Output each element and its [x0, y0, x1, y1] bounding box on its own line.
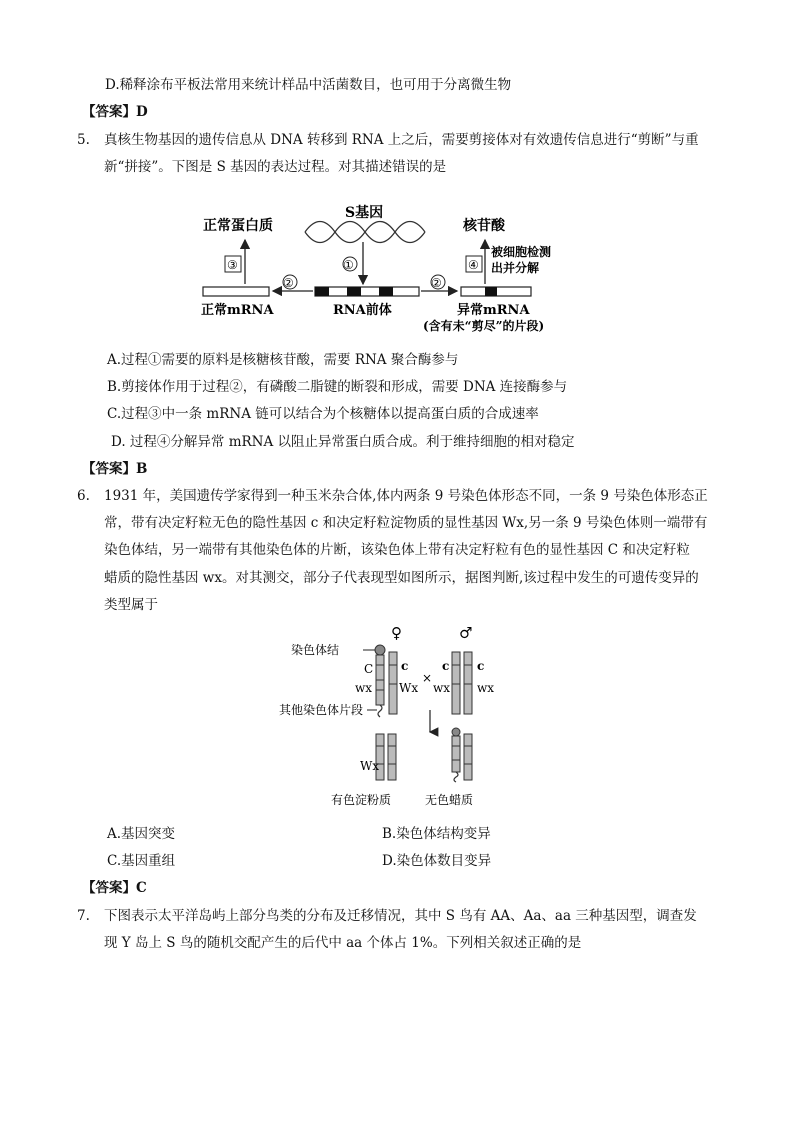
question-number: 6. — [77, 488, 90, 504]
rna-precursor-label: RNA前体 — [333, 303, 392, 318]
abnormal-mrna-bar — [461, 287, 531, 296]
answer-prev: 【答案】D — [82, 104, 148, 120]
chromosome-cross-diagram — [275, 622, 515, 812]
question-stem: 下图表示太平洋岛屿上部分鸟类的分布及迁移情况，其中 S 鸟有 AA、Aa、aa 三种基因型，调查发 — [104, 908, 697, 924]
question-stem: 现 Y 岛上 S 鸟的随机交配产生的后代中 aa 个体占 1%。下列相关叙述正确的是 — [104, 935, 582, 951]
step-3: ③ — [227, 258, 238, 272]
question-stem: 真核生物基因的遗传信息从 DNA 转移到 RNA 上之后，需要剪接体对有效遗传信息进行“剪断”与重 — [104, 132, 699, 148]
cross-symbol: × — [422, 671, 433, 685]
gene-Wx-offspring: Wx — [360, 759, 380, 773]
answer: 【答案】B — [82, 461, 148, 477]
s-gene-diagram — [195, 200, 595, 335]
offspring-colored-starch — [376, 734, 396, 780]
colored-starch-label: 有色淀粉质 — [331, 793, 392, 807]
detect-label-1: 被细胞检测 — [491, 245, 552, 259]
abnormal-mrna-note: (含有未“剪尽”的片段) — [423, 319, 545, 333]
option-d: D.染色体数目变异 — [382, 853, 492, 869]
normal-protein-label: 正常蛋白质 — [203, 218, 273, 234]
question-stem: 类型属于 — [104, 597, 158, 613]
offspring-colorless-wax — [452, 728, 472, 782]
normal-mrna-label: 正常mRNA — [201, 303, 274, 318]
gene-c-male-left: c — [442, 659, 450, 673]
colorless-wax-label: 无色蜡质 — [425, 793, 474, 807]
abnormal-mrna-label: 异常mRNA — [457, 303, 530, 318]
option-a: A.基因突变 — [107, 826, 176, 842]
gene-wx-male-left: wx — [433, 681, 451, 695]
question-stem: 染色体结，另一端带有其他染色体的片断，该染色体上带有决定籽粒有色的显性基因 C 和决定籽粒 — [104, 542, 690, 558]
s-gene-label: S基因 — [345, 205, 384, 221]
question-number: 5. — [77, 132, 90, 148]
gene-wx-male-right: wx — [477, 681, 495, 695]
question-stem: 新“拼接”。下图是 S 基因的表达过程。对其描述错误的是 — [104, 159, 447, 175]
option-b: B.剪接体作用于过程②，有磷酸二脂键的断裂和形成，需要 DNA 连接酶参与 — [107, 379, 568, 395]
answer: 【答案】C — [82, 880, 147, 896]
female-symbol: ♀ — [391, 624, 402, 642]
detect-label-2: 出并分解 — [491, 261, 540, 275]
female-chromosome-knob — [375, 645, 385, 717]
step-1: ① — [343, 258, 354, 272]
normal-mrna-bar — [203, 287, 269, 296]
option-d: D. 过程④分解异常 mRNA 以阻止异常蛋白质合成。利于维持细胞的相对稳定 — [111, 434, 575, 450]
gene-wx: wx — [355, 681, 373, 695]
question-stem: 常，带有决定籽粒无色的隐性基因 c 和决定籽粒淀物质的显性基因 Wx,另一条 9 号染色体则一端带有 — [104, 515, 708, 531]
step-2-right: ② — [431, 276, 442, 290]
gene-c: c — [401, 659, 409, 673]
gene-c-male-right: c — [477, 659, 485, 673]
female-chromosome-normal — [389, 652, 397, 714]
option-d-prev: D.稀释涂布平板法常用来统计样品中活菌数目，也可用于分离微生物 — [105, 77, 512, 93]
option-c: C.基因重组 — [107, 853, 176, 869]
male-symbol: ♂ — [459, 624, 473, 642]
gene-C: C — [364, 662, 374, 676]
option-b: B.染色体结构变异 — [382, 826, 491, 842]
male-chromosomes — [452, 652, 472, 714]
step-4: ④ — [468, 258, 479, 272]
option-c: C.过程③中一条 mRNA 链可以结合为个核糖体以提高蛋白质的合成速率 — [107, 406, 539, 422]
rna-precursor-bar — [315, 287, 419, 296]
fragment-label: 其他染色体片段 — [279, 703, 364, 717]
step-2-left: ② — [283, 276, 294, 290]
question-stem: 1931 年，美国遗传学家得到一种玉米杂合体,体内两条 9 号染色体形态不同，一条 9 号染色体形态正 — [104, 488, 708, 504]
gene-Wx: Wx — [399, 681, 419, 695]
option-a: A.过程①需要的原料是核糖核苷酸，需要 RNA 聚合酶参与 — [107, 352, 459, 368]
dna-helix — [305, 222, 425, 243]
question-number: 7. — [77, 908, 90, 924]
question-stem: 蜡质的隐性基因 wx。对其测交，部分子代表现型如图所示，据图判断,该过程中发生的可遗传变异的 — [104, 570, 699, 586]
knob-label: 染色体结 — [291, 643, 340, 657]
nucleotide-label: 核苷酸 — [463, 218, 505, 234]
